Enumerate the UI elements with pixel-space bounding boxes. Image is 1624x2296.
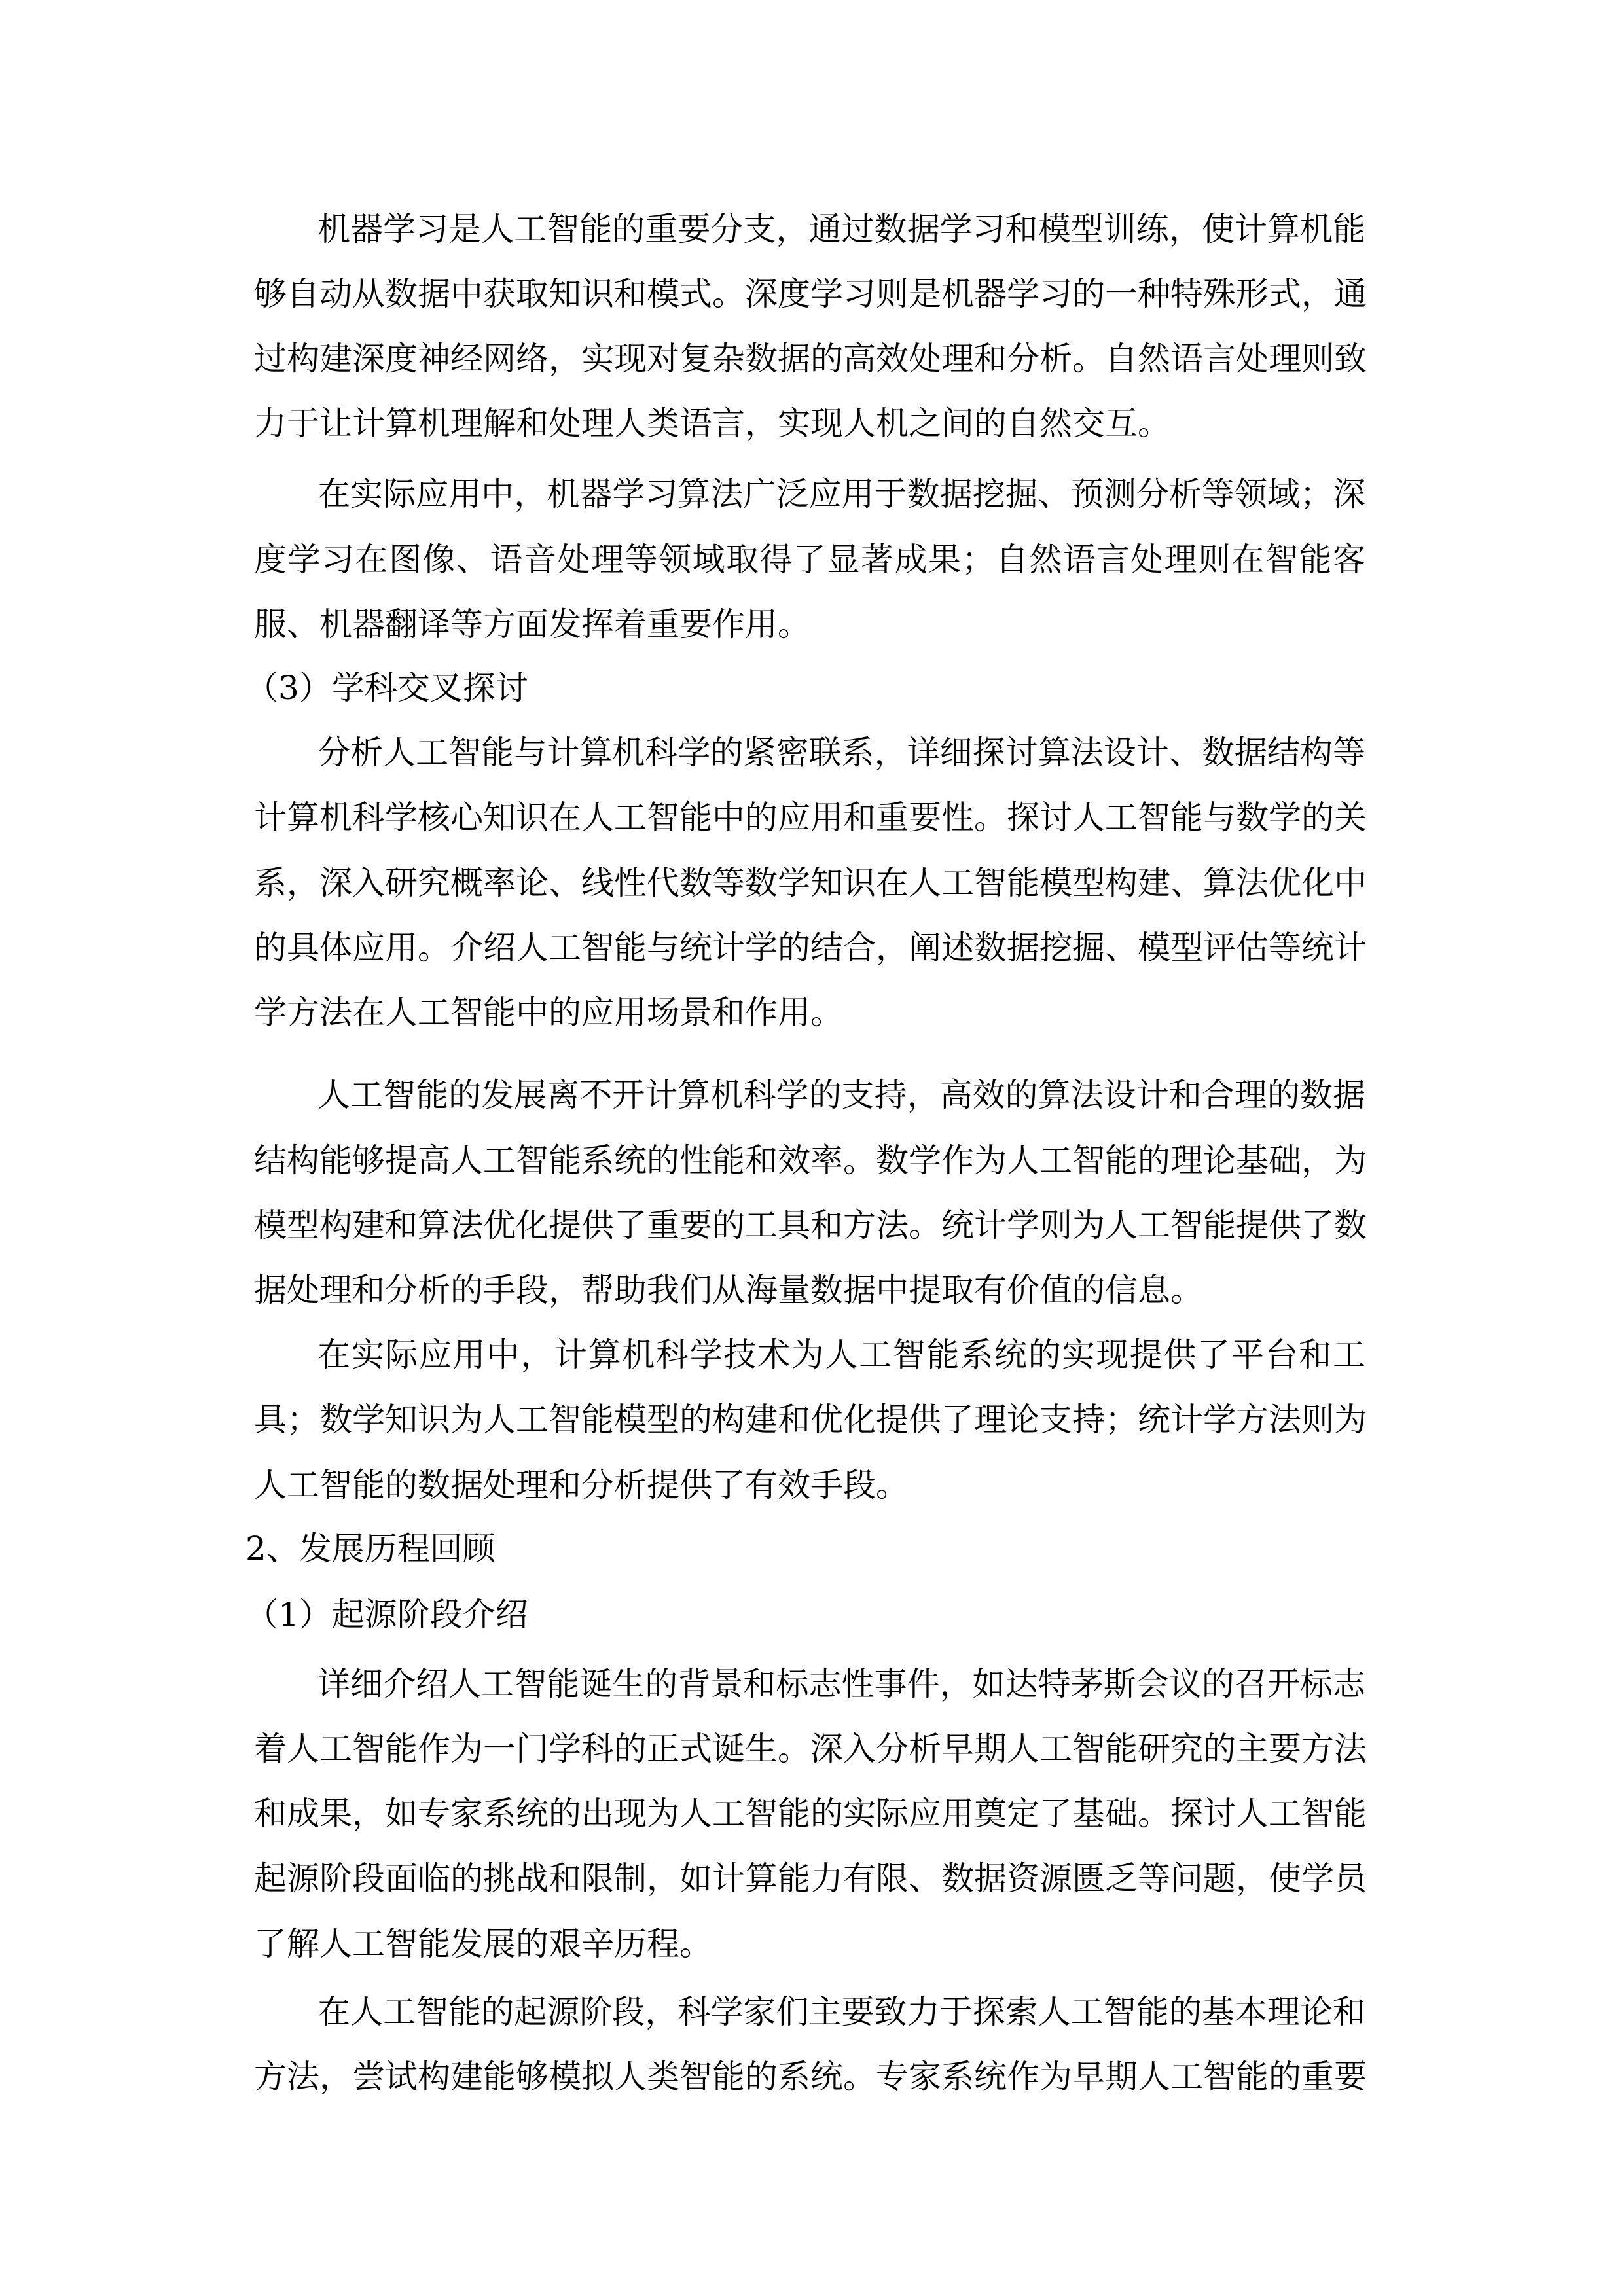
text-line: 力于让计算机理解和处理人类语言，实现人机之间的自然交互。 (254, 404, 1170, 442)
text-line: 据处理和分析的手段，帮助我们从海量数据中提取有价值的信息。 (254, 1271, 1203, 1309)
text-line: 过构建深度神经网络，实现对复杂数据的高效处理和分析。自然语言处理则致 (254, 340, 1367, 378)
text-line: 服、机器翻译等方面发挥着重要作用。 (254, 605, 810, 643)
text-line: 机器学习是人工智能的重要分支，通过数据学习和模型训练，使计算机能 (317, 210, 1365, 248)
text-line: 着人工智能作为一门学科的正式诞生。深入分析早期人工智能研究的主要方法 (254, 1730, 1367, 1768)
text-line: 2、发展历程回顾 (245, 1530, 496, 1568)
text-line: 学方法在人工智能中的应用场景和作用。 (254, 994, 843, 1031)
text-line: 了解人工智能发展的艰辛历程。 (254, 1925, 712, 1963)
text-line: 方法，尝试构建能够模拟人类智能的系统。专家系统作为早期人工智能的重要 (254, 2058, 1367, 2096)
text-line: 起源阶段面临的挑战和限制，如计算能力有限、数据资源匮乏等问题，使学员 (254, 1859, 1367, 1897)
text-line: 详细介绍人工智能诞生的背景和标志性事件，如达特茅斯会议的召开标志 (317, 1665, 1365, 1703)
text-line: 在实际应用中，机器学习算法广泛应用于数据挖掘、预测分析等领域；深 (317, 475, 1365, 513)
text-line: 分析人工智能与计算机科学的紧密联系，详细探讨算法设计、数据结构等 (317, 734, 1365, 772)
text-line: 度学习在图像、语音处理等领域取得了显著成果；自然语言处理则在智能客 (254, 541, 1365, 579)
text-line: 在人工智能的起源阶段，科学家们主要致力于探索人工智能的基本理论和 (317, 1993, 1365, 2031)
text-line: 计算机科学核心知识在人工智能中的应用和重要性。探讨人工智能与数学的关 (254, 798, 1367, 836)
text-line: 人工智能的发展离不开计算机科学的支持，高效的算法设计和合理的数据 (317, 1076, 1365, 1114)
text-line: 具；数学知识为人工智能模型的构建和优化提供了理论支持；统计学方法则为 (254, 1401, 1367, 1439)
text-line: 系，深入研究概率论、线性代数等数学知识在人工智能模型构建、算法优化中 (254, 864, 1367, 902)
text-line: 够自动从数据中获取知识和模式。深度学习则是机器学习的一种特殊形式，通 (254, 275, 1367, 313)
text-line: 和成果，如专家系统的出现为人工智能的实际应用奠定了基础。探讨人工智能 (254, 1795, 1367, 1833)
text-line: （1）起源阶段介绍 (245, 1596, 528, 1634)
text-line: 在实际应用中，计算机科学技术为人工智能系统的实现提供了平台和工 (317, 1336, 1365, 1374)
text-line: 的具体应用。介绍人工智能与统计学的结合，阐述数据挖掘、模型评估等统计 (254, 929, 1367, 967)
text-line: 结构能够提高人工智能系统的性能和效率。数学作为人工智能的理论基础，为 (254, 1141, 1367, 1179)
text-line: 人工智能的数据处理和分析提供了有效手段。 (254, 1466, 909, 1504)
text-line: 模型构建和算法优化提供了重要的工具和方法。统计学则为人工智能提供了数 (254, 1206, 1367, 1244)
text-line: （3）学科交叉探讨 (245, 669, 528, 707)
